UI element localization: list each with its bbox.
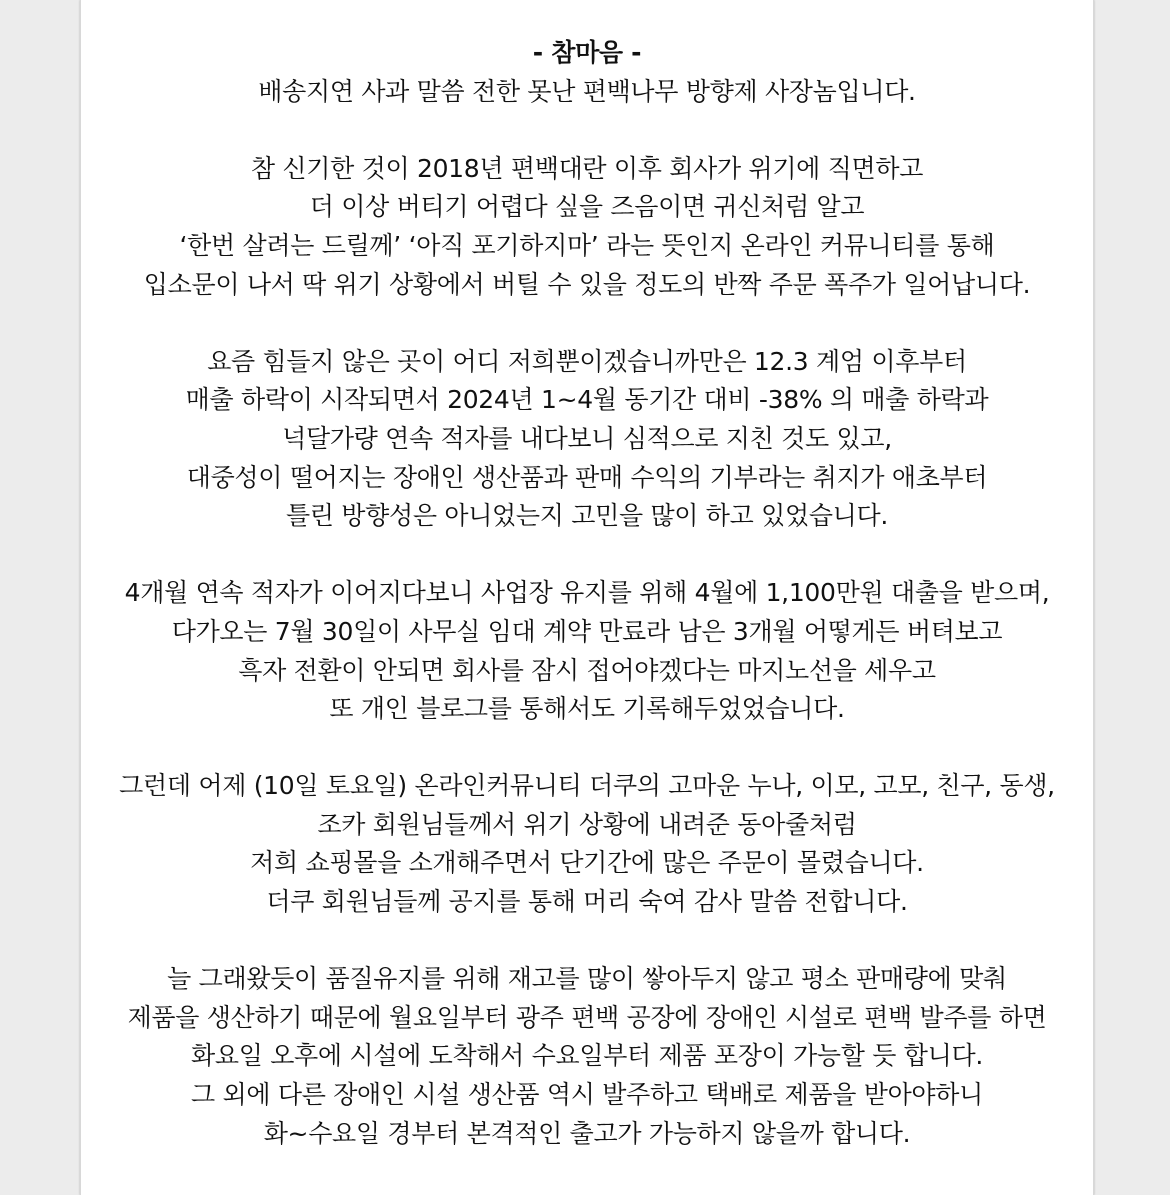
- paragraph-line: 그 외에 다른 장애인 시설 생산품 역시 발주하고 택배로 제품을 받아야하니: [191, 1080, 983, 1110]
- paragraph-gap: [81, 111, 1093, 150]
- paragraph-line: 요즘 힘들지 않은 곳이 어디 저희뿐이겠습니까만은 12.3 계엄 이후부터: [207, 346, 967, 376]
- paragraph-4: [81, 767, 1093, 921]
- paragraph-line: 저희 쇼핑몰을 소개해주면서 단기간에 많은 주문이 몰렸습니다.: [250, 848, 924, 878]
- paragraph-line: 더쿠 회원님들께 공지를 통해 머리 숙여 감사 말씀 전합니다.: [266, 887, 908, 917]
- notice-page: [80, 0, 1094, 1195]
- paragraph-line: 매출 하락이 시작되면서 2024년 1~4월 동기간 대비 -38% 의 매출 하락과: [185, 385, 989, 415]
- paragraph-gap: [81, 922, 1093, 961]
- paragraph-line: 틀린 방향성은 아니었는지 고민을 많이 하고 있었습니다.: [285, 501, 889, 531]
- paragraph-line: 제품을 생산하기 때문에 월요일부터 광주 편백 공장에 장애인 시설로 편백 발주를 하면: [127, 1002, 1047, 1032]
- paragraph-line: 넉달가량 연속 적자를 내다보니 심적으로 지친 것도 있고,: [282, 423, 892, 453]
- paragraph-line: 조카 회원님들께서 위기 상황에 내려준 동아줄처럼: [317, 809, 857, 839]
- paragraph-line: 입소문이 나서 딱 위기 상황에서 버틸 수 있을 정도의 반짝 주문 폭주가 일어납니다.: [143, 269, 1031, 299]
- paragraph-line: 더 이상 버티기 어렵다 싶을 즈음이면 귀신처럼 알고: [309, 192, 865, 222]
- paragraph-gap: [81, 536, 1093, 575]
- paragraph-gap: [81, 729, 1093, 768]
- paragraph-line: 그런데 어제 (10일 토요일) 온라인커뮤니티 더쿠의 고마운 누나, 이모, 고모, 친구, 동생,: [119, 771, 1055, 801]
- paragraph-line: 흑자 전환이 안되면 회사를 잠시 접어야겠다는 마지노선을 세우고: [238, 655, 936, 685]
- paragraph-line: 참 신기한 것이 2018년 편백대란 이후 회사가 위기에 직면하고: [250, 153, 924, 183]
- paragraph-line: 다가오는 7월 30일이 사무실 임대 계약 만료라 남은 3개월 어떻게든 버텨보고: [171, 616, 1003, 646]
- paragraph-3: [81, 574, 1093, 728]
- notice-title: - 참마음 -: [532, 38, 642, 67]
- notice-subtitle: 배송지연 사과 말씀 전한 못난 편백나무 방향제 사장놈입니다.: [258, 76, 916, 106]
- paragraph-2: [81, 343, 1093, 536]
- paragraph-5: [81, 960, 1093, 1153]
- paragraph-line: 화~수요일 경부터 본격적인 출고가 가능하지 않을까 합니다.: [263, 1118, 911, 1148]
- paragraph-line: ‘한번 살려는 드릴께’ ‘아직 포기하지마’ 라는 뜻인지 온라인 커뮤니티를 통해: [179, 230, 995, 260]
- paragraph-line: 화요일 오후에 시설에 도착해서 수요일부터 제품 포장이 가능할 듯 합니다.: [191, 1041, 983, 1071]
- paragraph-line: 또 개인 블로그를 통해서도 기록해두었었습니다.: [329, 694, 845, 724]
- paragraph-1: [81, 150, 1093, 304]
- paragraph-gap: [81, 304, 1093, 343]
- paragraph-line: 4개월 연속 적자가 이어지다보니 사업장 유지를 위해 4월에 1,100만원 대출을 받으며,: [124, 578, 1050, 608]
- notice-body: [81, 34, 1093, 1153]
- paragraph-line: 대중성이 떨어지는 장애인 생산품과 판매 수익의 기부라는 취지가 애초부터: [186, 462, 988, 492]
- paragraph-line: 늘 그래왔듯이 품질유지를 위해 재고를 많이 쌓아두지 않고 평소 판매량에 맞춰: [167, 964, 1007, 994]
